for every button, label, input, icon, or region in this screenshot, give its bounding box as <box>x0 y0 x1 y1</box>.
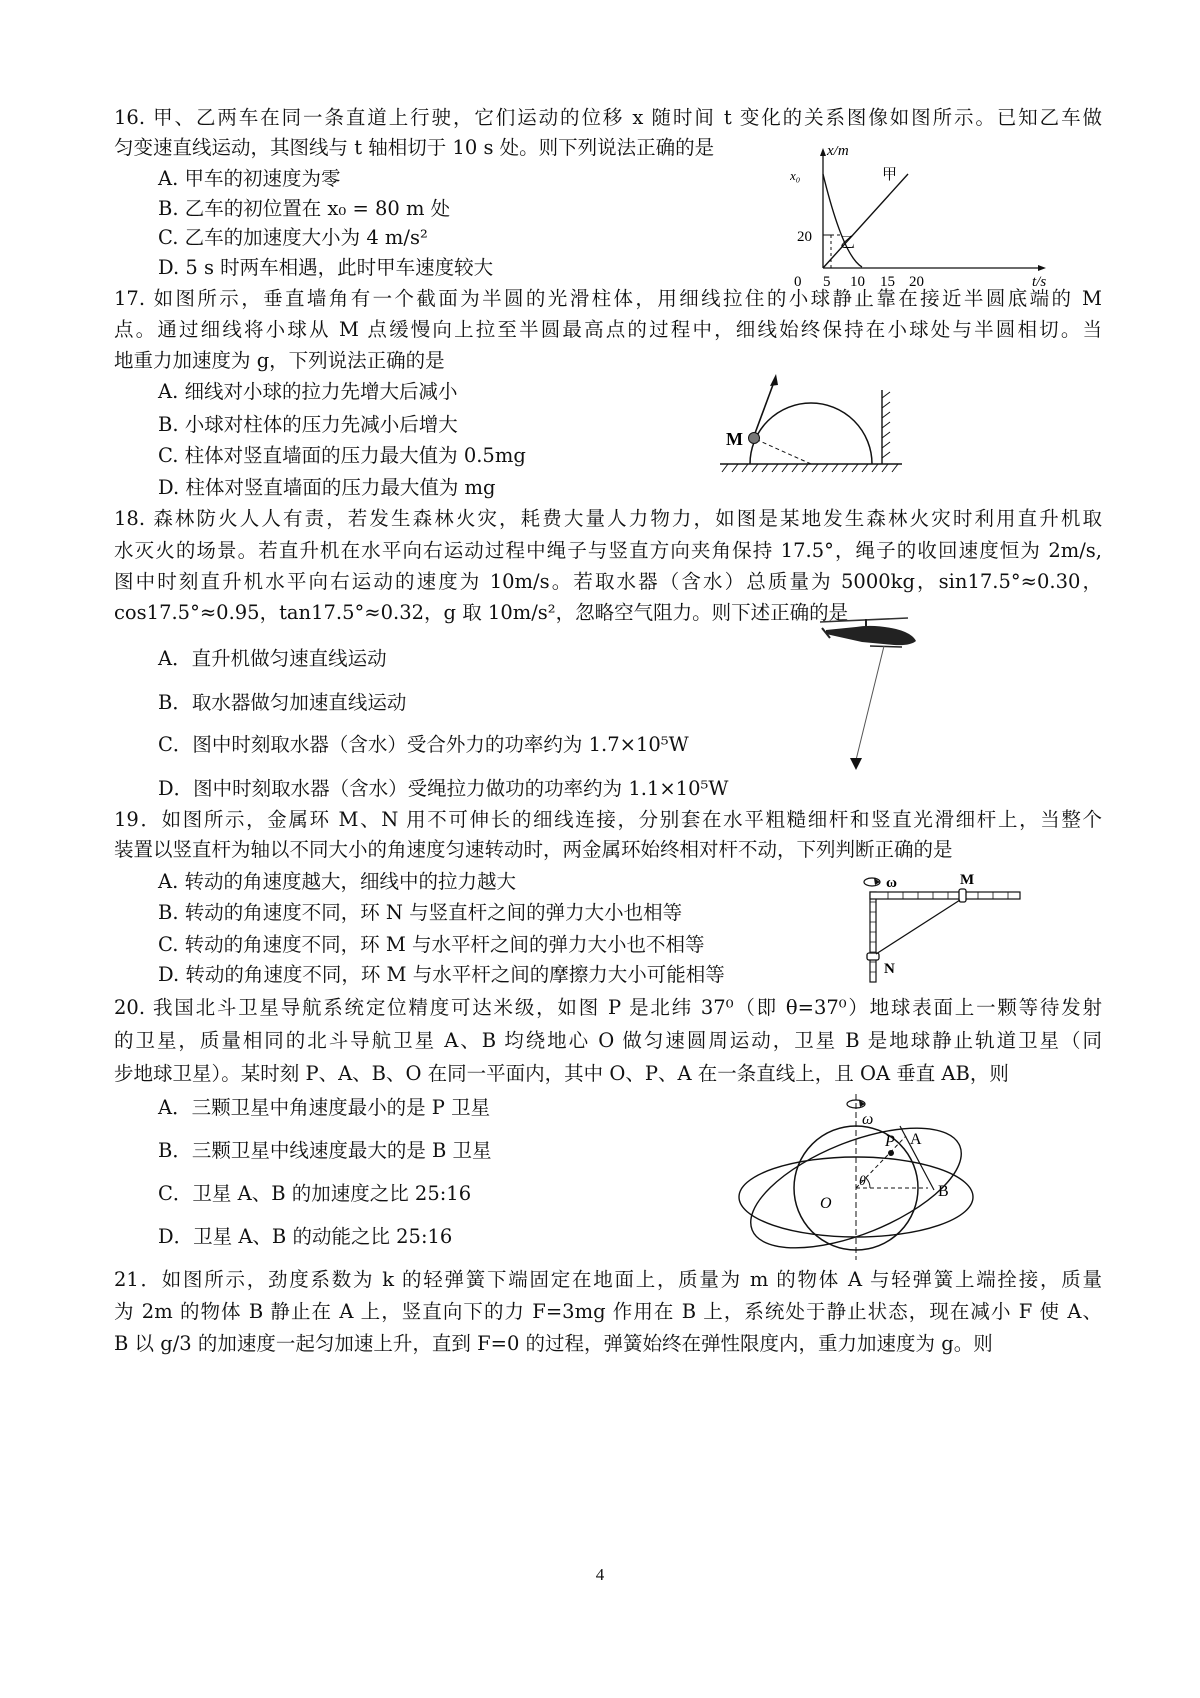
q16-stem-line-2: 匀变速直线运动，其图线与 t 轴相切于 10 s 处。则下列说法正确的是 <box>114 136 715 159</box>
y-axis-arrow-icon <box>820 148 826 156</box>
radius-dashed <box>753 438 811 464</box>
ring-m <box>959 889 966 902</box>
q16-xt-graph <box>790 146 1060 290</box>
q20-stem-line-2: 的卫星，质量相同的北斗导航卫星 A、B 均绕地心 O 做匀速圆周运动，卫星 B 是地球静止轨道卫星（同 <box>114 1029 1102 1052</box>
ring-n <box>867 953 879 960</box>
x-axis-arrow-icon <box>1038 265 1046 271</box>
q18-option-a: A．直升机做匀速直线运动 <box>158 647 387 670</box>
x-tick-0: 0 <box>794 274 802 286</box>
q16-option-c: C. 乙车的加速度大小为 4 m/s² <box>158 226 428 249</box>
q17-option-b: B. 小球对柱体的压力先减小后增大 <box>158 413 458 436</box>
q18-stem-line-3: 图中时刻直升机水平向右运动的速度为 10m/s。若取水器（含水）总质量为 5000kg，sin17.5°≈0.30， <box>114 570 1102 593</box>
rope-line <box>856 646 884 760</box>
label-theta: θ <box>859 1174 866 1189</box>
label-omega: ω <box>862 1111 874 1128</box>
q17-option-a: A. 细线对小球的拉力先增大后减小 <box>158 380 458 403</box>
q18-stem-line-4: cos17.5°≈0.95，tan17.5°≈0.32，g 取 10m/s²，忽略空气阻力。则下述正确的是 <box>114 601 849 624</box>
q17-stem-line-1: 17. 如图所示，垂直墙角有一个截面为半圆的光滑柱体，用细线拉住的小球静止靠在接近半圆底端的 M <box>114 287 1102 310</box>
q19-stem-line-1: 19．如图所示，金属环 M、N 用不可伸长的细线连接，分别套在水平粗糙细杆和竖直光滑细杆上，当整个 <box>114 808 1102 831</box>
y-axis-label: x/m <box>827 146 849 159</box>
q19-option-d: D. 转动的角速度不同，环 M 与水平杆之间的摩擦力大小可能相等 <box>158 963 725 986</box>
q18-helicopter-figure <box>816 608 946 782</box>
label-b: B <box>938 1183 949 1200</box>
helicopter-body-icon <box>826 626 916 645</box>
string-arrow-icon <box>770 374 778 386</box>
label-a: A <box>910 1131 922 1148</box>
horizontal-rod <box>870 892 1020 899</box>
label-omega: ω <box>886 875 897 891</box>
q17-option-d: D. 柱体对竖直墙面的压力最大值为 mg <box>158 476 496 499</box>
q21-stem-line-1: 21．如图所示，劲度系数为 k 的轻弹簧下端固定在地面上，质量为 m 的物体 A 与轻弹簧上端拴接，质量 <box>114 1268 1102 1291</box>
q16-stem-line-1: 16. 甲、乙两车在同一条直道上行驶，它们运动的位移 x 随时间 t 变化的关系图像如图所示。已知乙车做 <box>114 106 1102 129</box>
q20-stem-line-1: 20. 我国北斗卫星导航系统定位精度可达米级，如图 P 是北纬 37⁰（即 θ=37⁰）地球表面上一颗等待发射 <box>114 996 1102 1019</box>
ball <box>749 433 760 444</box>
q18-stem-line-2: 水灭火的场景。若直升机在水平向右运动过程中绳子与竖直方向夹角保持 17.5°，绳子的收回速度恒为 2m/s, <box>114 539 1102 562</box>
q17-stem-line-3: 地重力加速度为 g，下列说法正确的是 <box>114 349 445 372</box>
q18-option-d: D．图中时刻取水器（含水）受绳拉力做功的功率约为 1.1×10⁵W <box>158 777 729 800</box>
q20-stem-line-3: 步地球卫星）。某时刻 P、A、B、O 在同一平面内，其中 O、P、A 在一条直线上，且 OA 垂直 AB，则 <box>114 1062 1009 1085</box>
label-p: P <box>885 1133 895 1150</box>
q19-rotating-rods-figure <box>858 870 1028 989</box>
label-m: M <box>960 872 975 888</box>
q18-option-c: C．图中时刻取水器（含水）受合外力的功率约为 1.7×10⁵W <box>158 733 689 756</box>
x-axis-label: t/s <box>1032 274 1047 286</box>
x-tick-10: 10 <box>850 274 865 286</box>
q17-option-c: C. 柱体对竖直墙面的压力最大值为 0.5mg <box>158 444 526 467</box>
string-line <box>754 382 774 436</box>
q18-stem-line-1: 18. 森林防火人人有责，若发生森林火灾，耗费大量人力物力，如图是某地发生森林火灾时利用直升机取 <box>114 507 1102 530</box>
label-m: M <box>726 429 743 449</box>
label-jia: 甲 <box>882 167 898 183</box>
page-number: 4 <box>595 1565 605 1584</box>
wall-hatch <box>882 392 890 458</box>
rotor-blade <box>820 618 908 622</box>
x-tick-15: 15 <box>880 274 895 286</box>
q20-option-a: A．三颗卫星中角速度最小的是 P 卫星 <box>158 1096 491 1119</box>
label-yi: 乙 <box>840 235 856 251</box>
q21-stem-line-2: 为 2m 的物体 B 静止在 A 上，竖直向下的力 F=3mg 作用在 B 上，系统处于静止状态，现在减小 F 使 A、 <box>114 1300 1102 1323</box>
q19-option-b: B. 转动的角速度不同，环 N 与竖直杆之间的弹力大小也相等 <box>158 901 683 924</box>
q20-option-b: B．三颗卫星中线速度最大的是 B 卫星 <box>158 1139 492 1162</box>
q16-option-a: A. 甲车的初速度为零 <box>158 167 341 190</box>
q20-option-c: C．卫星 A、B 的加速度之比 25:16 <box>158 1182 472 1205</box>
q19-option-c: C. 转动的角速度不同，环 M 与水平杆之间的弹力大小也不相等 <box>158 933 705 956</box>
q16-option-b: B. 乙车的初位置在 x₀ = 80 m 处 <box>158 197 451 220</box>
q19-stem-line-2: 装置以竖直杆为轴以不同大小的角速度匀速转动时，两金属环始终相对杆不动，下列判断正确的是 <box>114 838 953 861</box>
vertical-rod <box>870 892 876 982</box>
q21-stem-line-3: B 以 g/3 的加速度一起匀加速上升，直到 F=0 的过程，弹簧始终在弹性限度内，重力加速度为 g。则 <box>114 1332 993 1355</box>
q17-stem-line-2: 点。通过细线将小球从 M 点缓慢向上拉至半圆最高点的过程中，细线始终保持在小球处与半圆相切。当 <box>114 318 1102 341</box>
landing-skid <box>870 646 902 647</box>
curve-yi <box>823 174 862 267</box>
ground-hatch <box>722 464 898 472</box>
q20-option-d: D．卫星 A、B 的动能之比 25:16 <box>158 1225 453 1248</box>
label-o: O <box>820 1195 832 1212</box>
connecting-string <box>876 900 960 954</box>
x-tick-5: 5 <box>823 274 831 286</box>
q19-option-a: A. 转动的角速度越大，细线中的拉力越大 <box>158 870 516 893</box>
x0-tick-label: x₀ <box>790 168 801 183</box>
theta-arc <box>866 1178 870 1188</box>
label-n: N <box>884 961 895 977</box>
y-tick-20: 20 <box>797 229 812 245</box>
semicircle-outline <box>750 403 872 464</box>
q20-satellite-orbits-figure <box>728 1090 988 1269</box>
x-tick-20: 20 <box>909 274 924 286</box>
water-bucket-icon <box>850 758 862 770</box>
satellite-p <box>888 1150 894 1156</box>
q18-option-b: B．取水器做匀加速直线运动 <box>158 691 407 714</box>
q17-semicylinder-figure <box>712 368 952 522</box>
q16-option-d: D. 5 s 时两车相遇，此时甲车速度较大 <box>158 256 494 279</box>
